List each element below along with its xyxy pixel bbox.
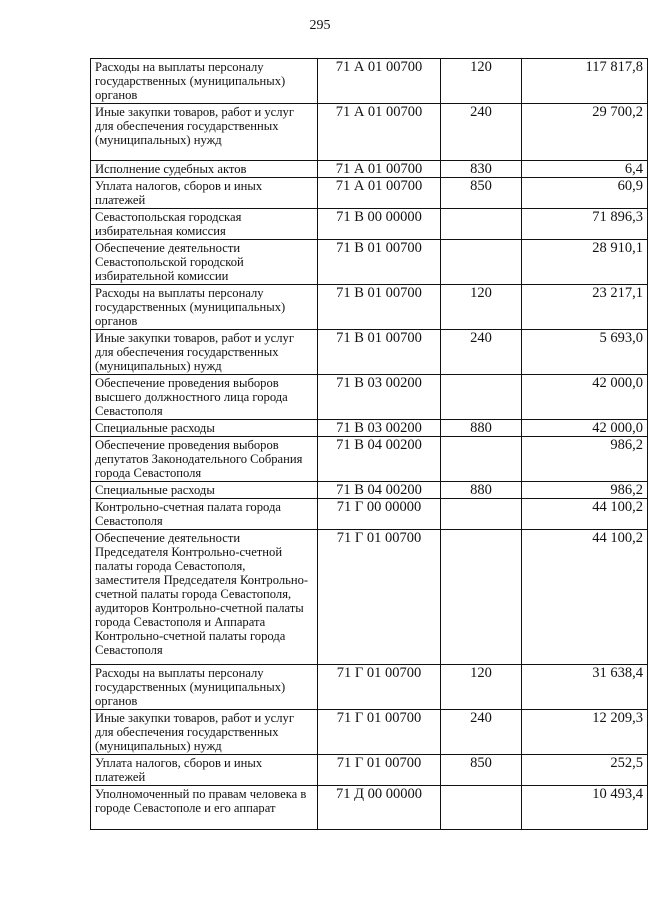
target-code-cell: 71 А 01 00700 xyxy=(318,59,441,104)
expense-kind-cell: 120 xyxy=(441,59,522,104)
target-code-cell: 71 В 04 00200 xyxy=(318,482,441,499)
expense-name-cell: Иные закупки товаров, работ и услуг для обеспечения государственных (муниципальных) нужд xyxy=(91,710,318,755)
target-code-cell: 71 В 01 00700 xyxy=(318,330,441,375)
expense-kind-cell: 120 xyxy=(441,285,522,330)
page-number: 295 xyxy=(309,18,331,33)
table-row xyxy=(91,104,648,161)
expense-name-cell: Расходы на выплаты персоналу государственных (муниципальных) органов xyxy=(91,285,318,330)
expense-kind-cell: 880 xyxy=(441,420,522,437)
table-row xyxy=(91,59,648,104)
table-row xyxy=(91,665,648,710)
table-row xyxy=(91,330,648,375)
table-row xyxy=(91,420,648,437)
target-code-cell: 71 В 03 00200 xyxy=(318,375,441,420)
target-code-cell: 71 А 01 00700 xyxy=(318,104,441,161)
expense-kind-cell xyxy=(441,437,522,482)
target-code-cell: 71 Г 00 00000 xyxy=(318,499,441,530)
expense-kind-cell: 830 xyxy=(441,161,522,178)
expense-kind-cell: 240 xyxy=(441,330,522,375)
expense-kind-cell: 120 xyxy=(441,665,522,710)
target-code-cell: 71 В 01 00700 xyxy=(318,240,441,285)
expense-name-cell: Уплата налогов, сборов и иных платежей xyxy=(91,755,318,786)
table-row xyxy=(91,482,648,499)
expense-name-cell: Севастопольская городская избирательная комиссия xyxy=(91,209,318,240)
amount-cell: 28 910,1 xyxy=(522,240,648,285)
amount-cell: 31 638,4 xyxy=(522,665,648,710)
expense-kind-cell: 850 xyxy=(441,178,522,209)
expense-kind-cell: 880 xyxy=(441,482,522,499)
expense-name-cell: Обеспечение деятельности Севастопольской городской избирательной комиссии xyxy=(91,240,318,285)
expense-name-cell: Специальные расходы xyxy=(91,420,318,437)
table-row xyxy=(91,178,648,209)
target-code-cell: 71 Д 00 00000 xyxy=(318,786,441,830)
expense-name-cell: Расходы на выплаты персоналу государственных (муниципальных) органов xyxy=(91,665,318,710)
expense-kind-cell xyxy=(441,375,522,420)
expense-kind-cell xyxy=(441,530,522,665)
amount-cell: 986,2 xyxy=(522,482,648,499)
table-row xyxy=(91,710,648,755)
target-code-cell: 71 В 01 00700 xyxy=(318,285,441,330)
target-code-cell: 71 В 00 00000 xyxy=(318,209,441,240)
amount-cell: 44 100,2 xyxy=(522,530,648,665)
target-code-cell: 71 А 01 00700 xyxy=(318,178,441,209)
amount-cell: 12 209,3 xyxy=(522,710,648,755)
target-code-cell: 71 Г 01 00700 xyxy=(318,755,441,786)
amount-cell: 29 700,2 xyxy=(522,104,648,161)
target-code-cell: 71 Г 01 00700 xyxy=(318,530,441,665)
expense-name-cell: Иные закупки товаров, работ и услуг для обеспечения государственных (муниципальных) нужд xyxy=(91,330,318,375)
expense-name-cell: Специальные расходы xyxy=(91,482,318,499)
expense-kind-cell: 850 xyxy=(441,755,522,786)
amount-cell: 6,4 xyxy=(522,161,648,178)
amount-cell: 252,5 xyxy=(522,755,648,786)
amount-cell: 44 100,2 xyxy=(522,499,648,530)
amount-cell: 10 493,4 xyxy=(522,786,648,830)
amount-cell: 42 000,0 xyxy=(522,420,648,437)
expense-name-cell: Обеспечение проведения выборов высшего должностного лица города Севастополя xyxy=(91,375,318,420)
expense-name-cell: Уплата налогов, сборов и иных платежей xyxy=(91,178,318,209)
target-code-cell: 71 В 03 00200 xyxy=(318,420,441,437)
amount-cell: 23 217,1 xyxy=(522,285,648,330)
expense-name-cell: Контрольно-счетная палата города Севастополя xyxy=(91,499,318,530)
table-row xyxy=(91,499,648,530)
table-row xyxy=(91,437,648,482)
table-row xyxy=(91,755,648,786)
expense-name-cell: Расходы на выплаты персоналу государственных (муниципальных) органов xyxy=(91,59,318,104)
expense-kind-cell xyxy=(441,240,522,285)
amount-cell: 986,2 xyxy=(522,437,648,482)
target-code-cell: 71 Г 01 00700 xyxy=(318,710,441,755)
expense-name-cell: Уполномоченный по правам человека в городе Севастополе и его аппарат xyxy=(91,786,318,830)
target-code-cell: 71 В 04 00200 xyxy=(318,437,441,482)
amount-cell: 117 817,8 xyxy=(522,59,648,104)
table-row xyxy=(91,161,648,178)
expense-name-cell: Обеспечение деятельности Председателя Контрольно-счетной палаты города Севастополя, заместителя Председателя Контрольно-счетной палаты города Севастополя, аудиторов Контрольно-счетной палаты города Севастополя и Аппарата Контрольно-счетной палаты города Севастополя xyxy=(91,530,318,665)
budget-table-body xyxy=(91,59,648,830)
target-code-cell: 71 Г 01 00700 xyxy=(318,665,441,710)
expense-kind-cell xyxy=(441,786,522,830)
table-row xyxy=(91,240,648,285)
table-row xyxy=(91,375,648,420)
table-row xyxy=(91,209,648,240)
expense-kind-cell xyxy=(441,209,522,240)
target-code-cell: 71 А 01 00700 xyxy=(318,161,441,178)
amount-cell: 42 000,0 xyxy=(522,375,648,420)
table-row xyxy=(91,786,648,830)
amount-cell: 60,9 xyxy=(522,178,648,209)
table-row xyxy=(91,285,648,330)
expense-kind-cell xyxy=(441,499,522,530)
table-row xyxy=(91,530,648,665)
expense-name-cell: Исполнение судебных актов xyxy=(91,161,318,178)
expense-name-cell: Обеспечение проведения выборов депутатов Законодательного Собрания города Севастополя xyxy=(91,437,318,482)
expense-kind-cell: 240 xyxy=(441,104,522,161)
budget-table xyxy=(90,58,648,830)
amount-cell: 5 693,0 xyxy=(522,330,648,375)
expense-kind-cell: 240 xyxy=(441,710,522,755)
expense-name-cell: Иные закупки товаров, работ и услуг для обеспечения государственных (муниципальных) нужд xyxy=(91,104,318,161)
amount-cell: 71 896,3 xyxy=(522,209,648,240)
